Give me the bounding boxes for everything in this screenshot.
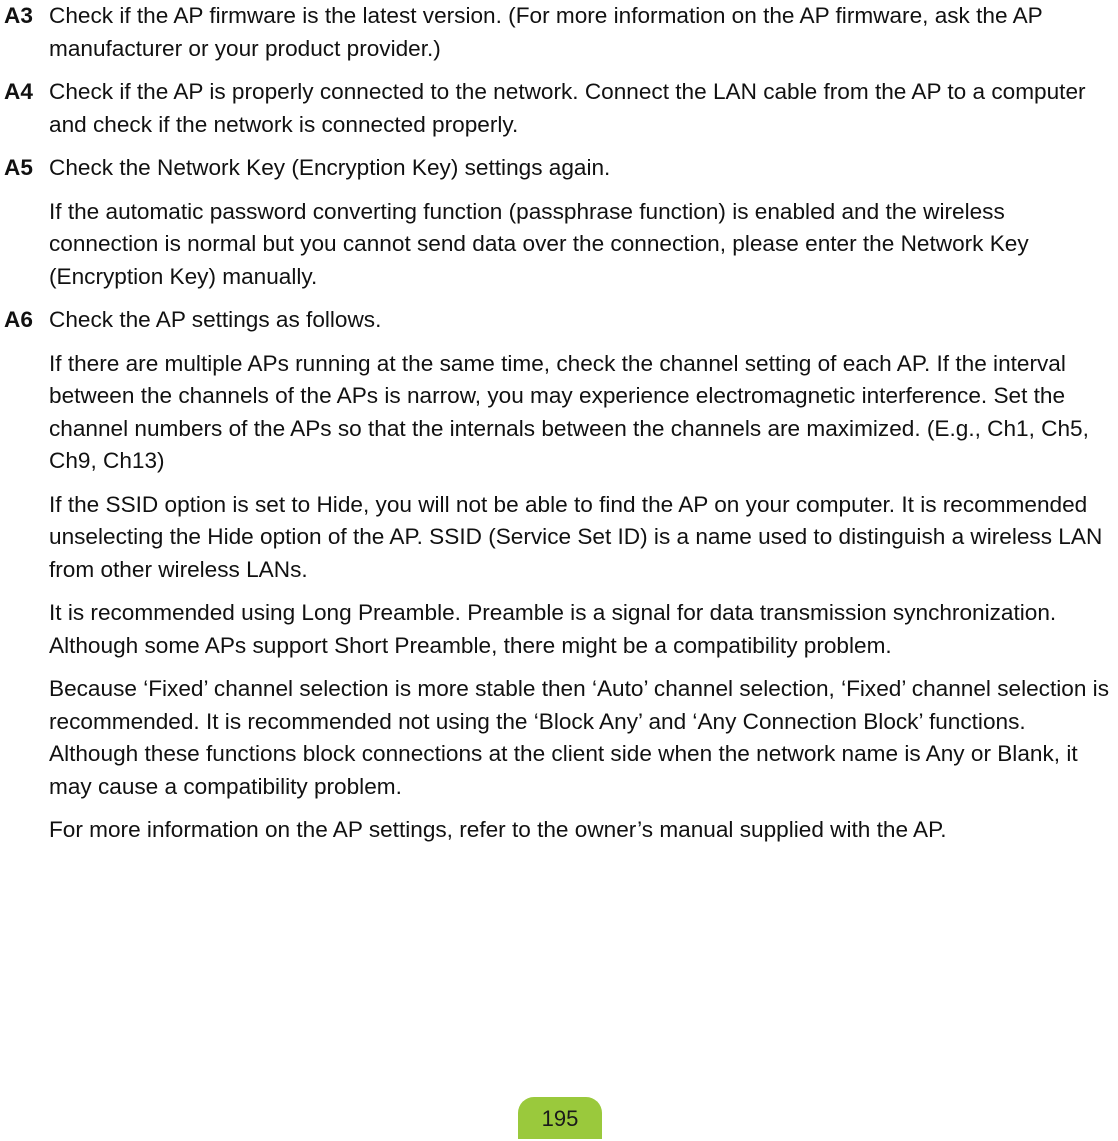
answer-label: A4 (4, 79, 33, 104)
page-number-badge (518, 1097, 602, 1139)
answer-label: A5 (4, 155, 33, 180)
answer-paragraph: Check the Network Key (Encryption Key) settings again. (49, 155, 611, 180)
answer-paragraph: Check if the AP is properly connected to the network. Connect the LAN cable from the AP to a computer and check if the network is connected properly. (49, 79, 1086, 137)
answer-paragraph: If the automatic password converting function (passphrase function) is enabled and the wireless connection is normal but you cannot send data over the connection, please enter the Network Key (Encryption Key) manually. (49, 198, 1029, 289)
answer-paragraph: Check the AP settings as follows. (49, 307, 382, 332)
answer-label: A6 (4, 307, 33, 332)
answer-paragraph: It is recommended using Long Preamble. Preamble is a signal for data transmission synchronization. Although some APs support Short Preamble, there might be a compatibility problem. (49, 600, 1057, 658)
answer-item-a5 (4, 152, 1116, 293)
answer-item-a4 (4, 76, 1116, 141)
answer-paragraph: Check if the AP firmware is the latest version. (For more information on the AP firmware, ask the AP manufacturer or your product provider.) (49, 3, 1043, 61)
document-body (4, 0, 1116, 847)
answer-paragraph: If the SSID option is set to Hide, you will not be able to find the AP on your computer. It is recommended unselecting the Hide option of the AP. SSID (Service Set ID) is a name used to distinguish a wireless LAN from other wireless LANs. (49, 491, 1103, 582)
answer-paragraph: Because ‘Fixed’ channel selection is more stable then ‘Auto’ channel selection, ‘Fixed’ channel selection is recommended. It is recommended not using the ‘Block Any’ and ‘Any Connection Block’ functions. Although these functions block connections at the client side when the network name is Any or Blank, it may cause a compatibility problem. (49, 676, 1109, 799)
answer-paragraph: For more information on the AP settings, refer to the owner’s manual supplied with the AP. (49, 817, 947, 842)
answer-item-a3 (4, 0, 1116, 65)
answer-label: A3 (4, 3, 33, 28)
answer-item-a6 (4, 304, 1116, 847)
page-number: 195 (541, 1106, 579, 1131)
answer-paragraph: If there are multiple APs running at the same time, check the channel setting of each AP. If the interval between the channels of the APs is narrow, you may experience electromagnetic interference. Set the channel numbers of the APs so that the internals between the channels are maximized. (E.g., Ch1, Ch5, Ch9, Ch13) (49, 350, 1089, 473)
